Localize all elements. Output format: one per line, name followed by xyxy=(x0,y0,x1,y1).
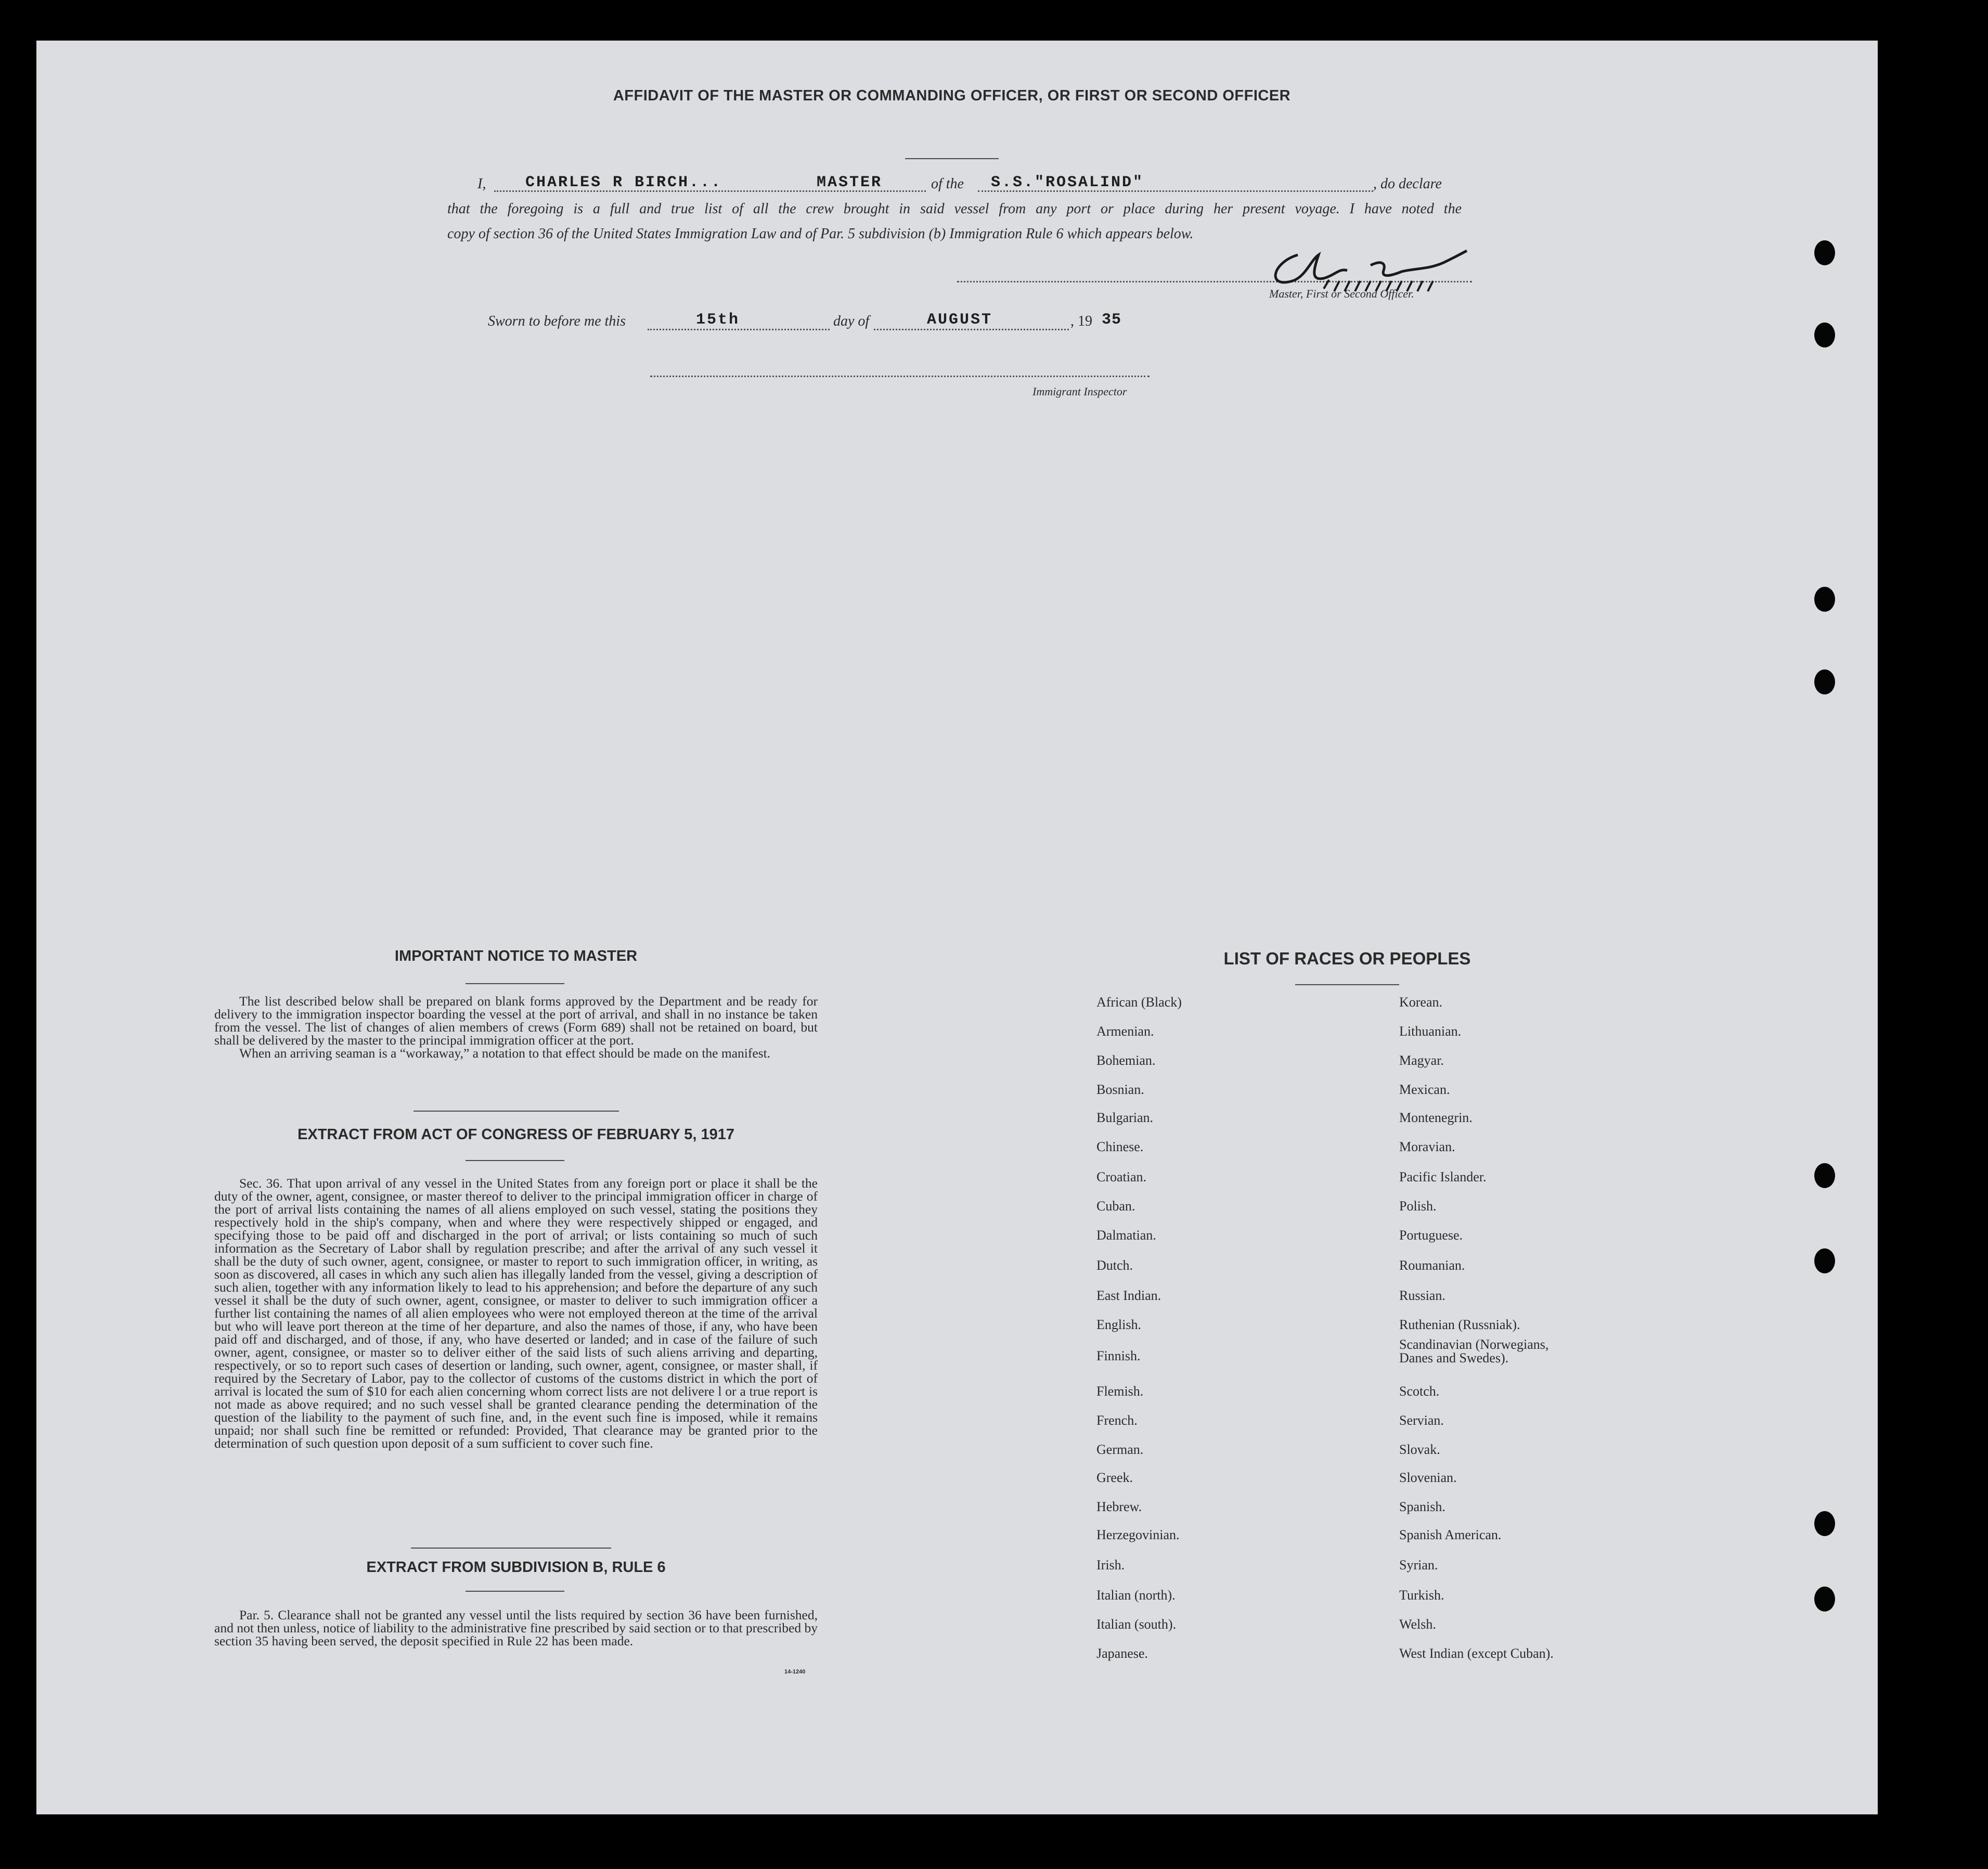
punch-hole xyxy=(1814,1511,1835,1536)
punch-hole xyxy=(1814,1587,1835,1612)
race-item: Slovak. xyxy=(1399,1442,1440,1457)
race-item: Japanese. xyxy=(1096,1646,1148,1661)
extract-rule-title: EXTRACT FROM SUBDIVISION B, RULE 6 xyxy=(366,1559,666,1576)
race-item: Spanish. xyxy=(1399,1499,1445,1514)
race-item: Irish. xyxy=(1096,1557,1125,1572)
punch-hole xyxy=(1814,240,1835,265)
race-item: English. xyxy=(1096,1317,1141,1332)
race-item: Croatian. xyxy=(1096,1169,1147,1184)
notice-paragraph-2: When an arriving seaman is a “workaway,” a notation to that effect should be made on the manifest. xyxy=(239,1046,771,1061)
signature-caption: Master, First or Second Officer. xyxy=(1269,287,1414,300)
race-item: Bohemian. xyxy=(1096,1053,1156,1068)
race-item: Armenian. xyxy=(1096,1024,1154,1039)
race-item: Finnish. xyxy=(1096,1348,1141,1363)
master-name: CHARLES R BIRCH... xyxy=(525,174,722,191)
race-item: Bulgarian. xyxy=(1096,1110,1154,1125)
sworn-year: 35 xyxy=(1102,311,1122,329)
affidavit-line-3: copy of section 36 of the United States Immigration Law and of Par. 5 subdivision (b) Immigration Rule 6 which appears below. xyxy=(447,226,1194,242)
race-item: Ruthenian (Russniak). xyxy=(1399,1317,1520,1332)
race-item: Dutch. xyxy=(1096,1258,1133,1273)
extract-congress-rule xyxy=(466,1160,564,1161)
race-item: Dalmatian. xyxy=(1096,1228,1156,1243)
race-item: Pacific Islander. xyxy=(1399,1169,1487,1184)
race-item: Slovenian. xyxy=(1399,1470,1457,1485)
notice-body xyxy=(214,995,818,1060)
notice-paragraph-1: The list described below shall be prepared on blank forms approved by the Department and be ready for delivery to the immigration inspector boarding the vessel at the port of arrival, and shall in no instance be taken from the vessel. The list of changes of alien members of crews (Form 689) shall not be retained on board, but shall be delivered by the master to the principal immigration officer at the port. xyxy=(214,994,818,1048)
race-item: Flemish. xyxy=(1096,1384,1144,1399)
day-of-label: day of xyxy=(833,313,870,329)
title-rule xyxy=(905,158,999,159)
races-title: LIST OF RACES OR PEOPLES xyxy=(1223,949,1471,968)
race-item: Turkish. xyxy=(1399,1588,1444,1603)
race-item: Syrian. xyxy=(1399,1557,1438,1572)
race-item: Cuban. xyxy=(1096,1198,1135,1214)
form-number: 14-1240 xyxy=(784,1669,806,1675)
race-item: Roumanian. xyxy=(1399,1258,1465,1273)
race-item: Hebrew. xyxy=(1096,1499,1142,1514)
race-item: Italian (north). xyxy=(1096,1588,1176,1603)
affidavit-prefix: I, xyxy=(477,176,486,192)
race-item: Montenegrin. xyxy=(1399,1110,1473,1125)
punch-hole xyxy=(1814,587,1835,612)
sworn-month-line xyxy=(874,329,1069,330)
section-divider xyxy=(411,1548,611,1549)
extract-congress-title: EXTRACT FROM ACT OF CONGRESS OF FEBRUARY 5, 1917 xyxy=(297,1126,735,1143)
document-page xyxy=(36,41,1878,1814)
race-item: French. xyxy=(1096,1413,1138,1428)
punch-hole xyxy=(1814,1163,1835,1188)
of-the-label: of the xyxy=(931,176,964,192)
race-item: Polish. xyxy=(1399,1198,1437,1214)
race-item: Scandinavian (Norwegians, Danes and Swedes). xyxy=(1399,1337,1549,1365)
race-item: Mexican. xyxy=(1399,1082,1450,1097)
race-item: Russian. xyxy=(1399,1288,1445,1303)
race-item: Spanish American. xyxy=(1399,1527,1502,1542)
section-divider xyxy=(414,1111,619,1112)
race-item: Korean. xyxy=(1399,995,1443,1010)
race-item: Herzegovinian. xyxy=(1096,1527,1180,1542)
sworn-month: AUGUST xyxy=(927,311,993,329)
affidavit-title: AFFIDAVIT OF THE MASTER OR COMMANDING OFFICER, OR FIRST OR SECOND OFFICER xyxy=(613,87,1291,104)
master-rank: MASTER xyxy=(817,174,883,191)
vessel-name: S.S."ROSALIND" xyxy=(991,174,1144,191)
name-fill-line xyxy=(494,190,926,192)
race-item: Portuguese. xyxy=(1399,1228,1463,1243)
punch-hole xyxy=(1814,323,1835,347)
extract-congress-body xyxy=(214,1177,818,1450)
race-item: Bosnian. xyxy=(1096,1082,1144,1097)
race-item: Magyar. xyxy=(1399,1053,1444,1068)
race-item: Moravian. xyxy=(1399,1139,1455,1154)
section-36-text: Sec. 36. That upon arrival of any vessel in the United States from any foreign port or place it shall be the duty of the owner, agent, consignee, or master thereof to deliver to the principal immigration officer in charge of the port of arrival lists containing the names of all aliens employed on such vessel, stating the positions they respectively hold in the ship's company, when and where they were respectively shipped or engaged, and specifying those to be paid off and discharged in the port of arrival; or lists containing so much of such information as the Secretary of Labor shall by regulation prescribe; and after the arrival of any such vessel it shall be the duty of such owner, agent, consignee, or master to report to such immigration officer, in writing, as soon as discovered, all cases in which any such alien has illegally landed from the vessel, giving a description of such alien, together with any information likely to lead to his apprehension; and before the departure of any such vessel it shall be the duty of such owner, agent, consignee, or master to deliver to such immigration officer a further list containing the names of all alien employees who were not employed thereon at the time of the arrival but who will leave port thereon at the time of her departure, and also the names of those, if any, who have been paid off and discharged, and of those, if any, who have deserted or landed; and in case of the failure of such owner, agent, consignee, or master so to deliver either of the said lists of such aliens arriving and departing, respectively, or so to report such cases of desertion or landing, such owner, agent, consignee, or master shall, if required by the Secretary of Labor, pay to the collector of customs of the customs district in which the port of arrival is located the sum of $10 for each alien concerning whom correct lists are not delivere l or a true report is not made as above required; and no such vessel shall be granted clearance pending the determination of the question of the liability to the payment of such fine, and, in the event such fine is imposed, while it remains unpaid; nor shall such fine be remitted or refunded: Provided, That clearance may be granted prior to the determination of such question upon deposit of a sum sufficient to cover such fine. xyxy=(214,1176,818,1451)
extract-rule-body xyxy=(214,1608,818,1647)
punch-hole xyxy=(1814,1248,1835,1273)
inspector-caption: Immigrant Inspector xyxy=(1032,385,1127,398)
race-item: Servian. xyxy=(1399,1413,1444,1428)
race-item: Chinese. xyxy=(1096,1139,1144,1154)
race-item: West Indian (except Cuban). xyxy=(1399,1646,1554,1661)
punch-hole xyxy=(1814,669,1835,694)
inspector-signature-line xyxy=(650,376,1150,377)
notice-rule xyxy=(466,983,564,984)
par-5-text: Par. 5. Clearance shall not be granted any vessel until the lists required by section 36 have been furnished, and not then unless, notice of liability to the administrative fine prescribed by said section or to that prescribed by section 35 having been served, the deposit specified in Rule 22 has been made. xyxy=(214,1607,818,1648)
race-item: Greek. xyxy=(1096,1470,1133,1485)
vessel-fill-line xyxy=(978,190,1373,192)
race-item: Lithuanian. xyxy=(1399,1024,1462,1039)
race-item: East Indian. xyxy=(1096,1288,1161,1303)
extract-rule-rule xyxy=(466,1591,564,1592)
race-item: Italian (south). xyxy=(1096,1617,1177,1632)
sworn-prefix: Sworn to before me this xyxy=(488,313,626,329)
race-item: German. xyxy=(1096,1442,1144,1457)
sworn-day: 15th xyxy=(696,311,740,329)
race-item: Scotch. xyxy=(1399,1384,1440,1399)
year-prefix: , 19 xyxy=(1070,313,1092,329)
races-rule xyxy=(1295,984,1399,985)
affidavit-line-2: that the foregoing is a full and true list of all the crew brought in said vessel from any port or place during her present voyage. I have noted the xyxy=(447,201,1462,217)
notice-title: IMPORTANT NOTICE TO MASTER xyxy=(394,948,638,964)
race-item: Welsh. xyxy=(1399,1617,1436,1632)
race-item: African (Black) xyxy=(1096,995,1182,1010)
sworn-day-line xyxy=(648,329,830,330)
declare-label: , do declare xyxy=(1373,176,1442,192)
